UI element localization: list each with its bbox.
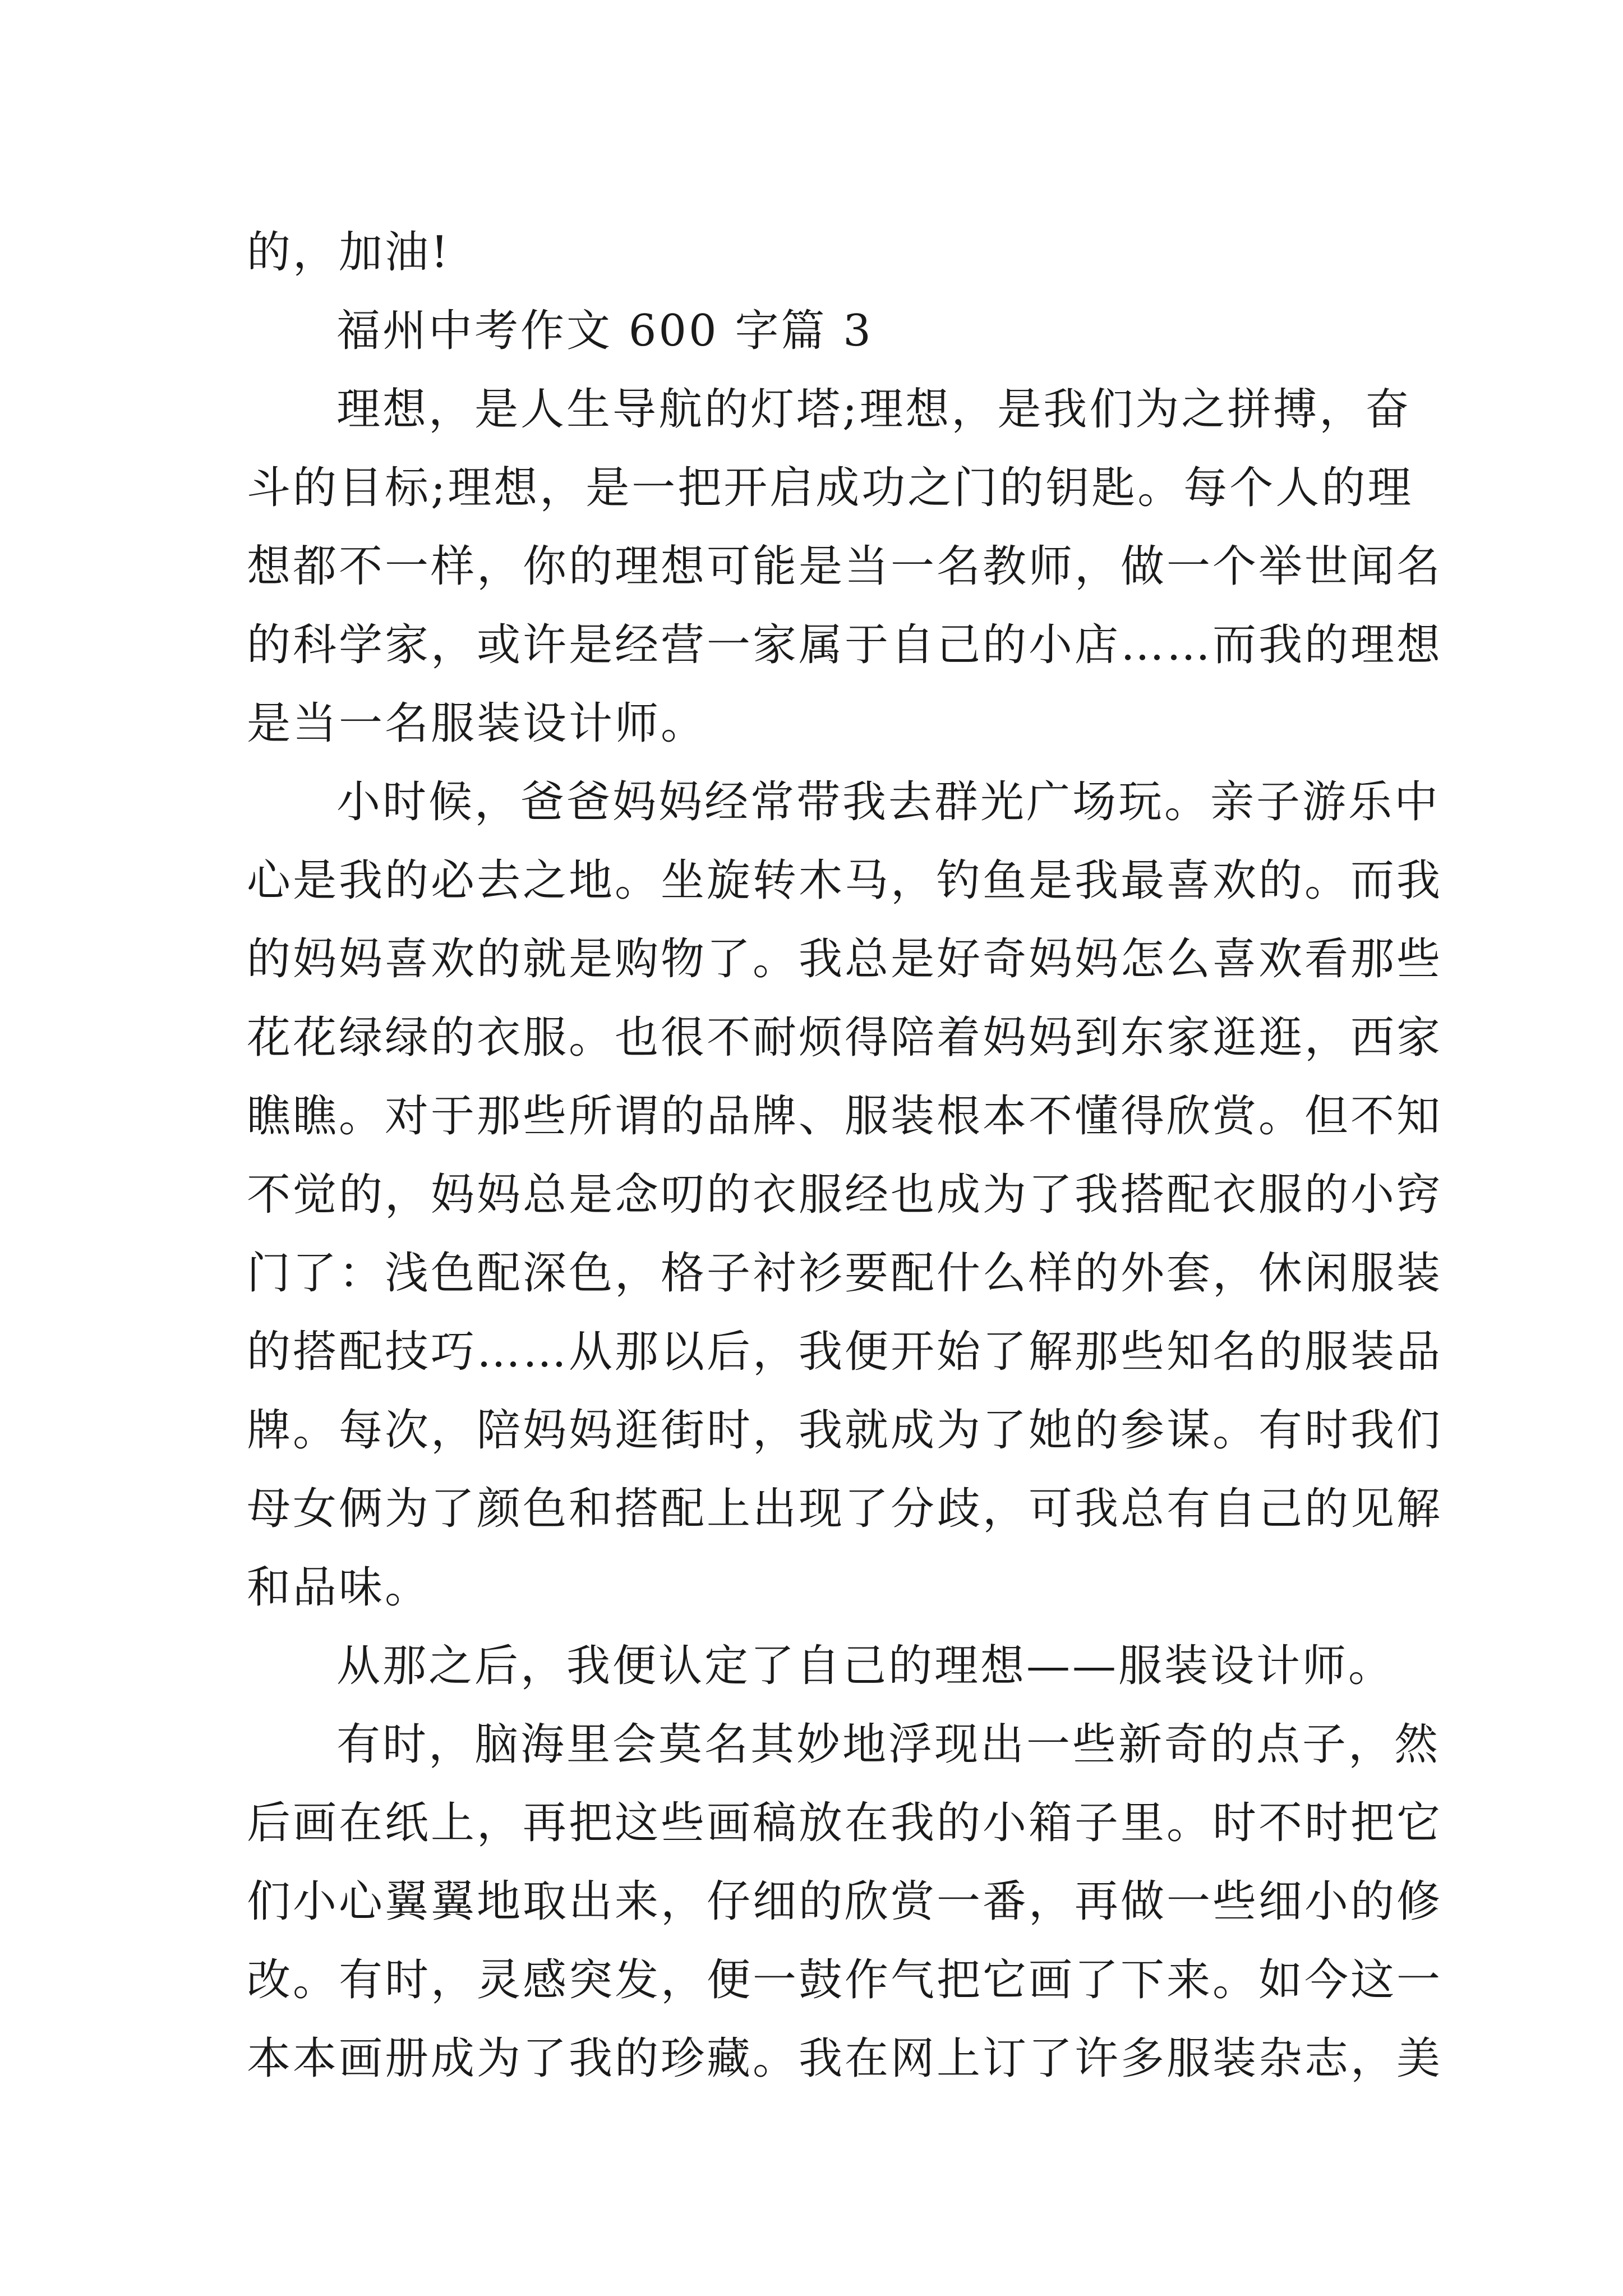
text-line: 瞧瞧。对于那些所谓的品牌、服装根本不懂得欣赏。但不知 bbox=[247, 1091, 1443, 1142]
text-line: 牌。每次，陪妈妈逛街时，我就成为了她的参谋。有时我们 bbox=[247, 1405, 1443, 1456]
text-line: 门了：浅色配深色，格子衬衫要配什么样的外套，休闲服装 bbox=[247, 1248, 1443, 1299]
text-line: 的搭配技巧……从那以后，我便开始了解那些知名的服装品 bbox=[247, 1327, 1443, 1377]
text-line: 本本画册成为了我的珍藏。我在网上订了许多服装杂志，美 bbox=[247, 2033, 1443, 2084]
text-line: 的妈妈喜欢的就是购物了。我总是好奇妈妈怎么喜欢看那些 bbox=[247, 934, 1443, 984]
text-line: 花花绿绿的衣服。也很不耐烦得陪着妈妈到东家逛逛，西家 bbox=[247, 1013, 1443, 1063]
section-heading: 福州中考作文 600 字篇 3 bbox=[336, 306, 873, 356]
text-line: 斗的目标;理想，是一把开启成功之门的钥匙。每个人的理 bbox=[247, 463, 1414, 513]
text-line: 改。有时，灵感突发，便一鼓作气把它画了下来。如今这一 bbox=[247, 1955, 1443, 2005]
text-line: 想都不一样，你的理想可能是当一名教师，做一个举世闻名 bbox=[247, 541, 1443, 592]
text-line: 有时，脑海里会莫名其妙地浮现出一些新奇的点子，然 bbox=[336, 1719, 1441, 1770]
text-line: 的科学家，或许是经营一家属于自己的小店……而我的理想 bbox=[247, 620, 1443, 670]
text-line: 是当一名服装设计师。 bbox=[247, 698, 707, 749]
text-line: 和品味。 bbox=[247, 1562, 431, 1613]
text-line: 不觉的，妈妈总是念叨的衣服经也成为了我搭配衣服的小窍 bbox=[247, 1170, 1443, 1220]
text-line: 从那之后，我便认定了自己的理想——服装设计师。 bbox=[336, 1641, 1395, 1691]
text-line: 小时候，爸爸妈妈经常带我去群光广场玩。亲子游乐中 bbox=[336, 777, 1441, 827]
text-line: 心是我的必去之地。坐旋转木马，钓鱼是我最喜欢的。而我 bbox=[247, 855, 1443, 906]
text-line: 后画在纸上，再把这些画稿放在我的小箱子里。时不时把它 bbox=[247, 1798, 1443, 1848]
text-line: 们小心翼翼地取出来，仔细的欣赏一番，再做一些细小的修 bbox=[247, 1876, 1443, 1927]
text-line: 母女俩为了颜色和搭配上出现了分歧，可我总有自己的见解 bbox=[247, 1484, 1443, 1534]
text-line: 理想，是人生导航的灯塔;理想，是我们为之拼搏，奋 bbox=[336, 384, 1412, 435]
text-line: 的，加油! bbox=[247, 227, 451, 278]
essay-body bbox=[247, 213, 1443, 2098]
